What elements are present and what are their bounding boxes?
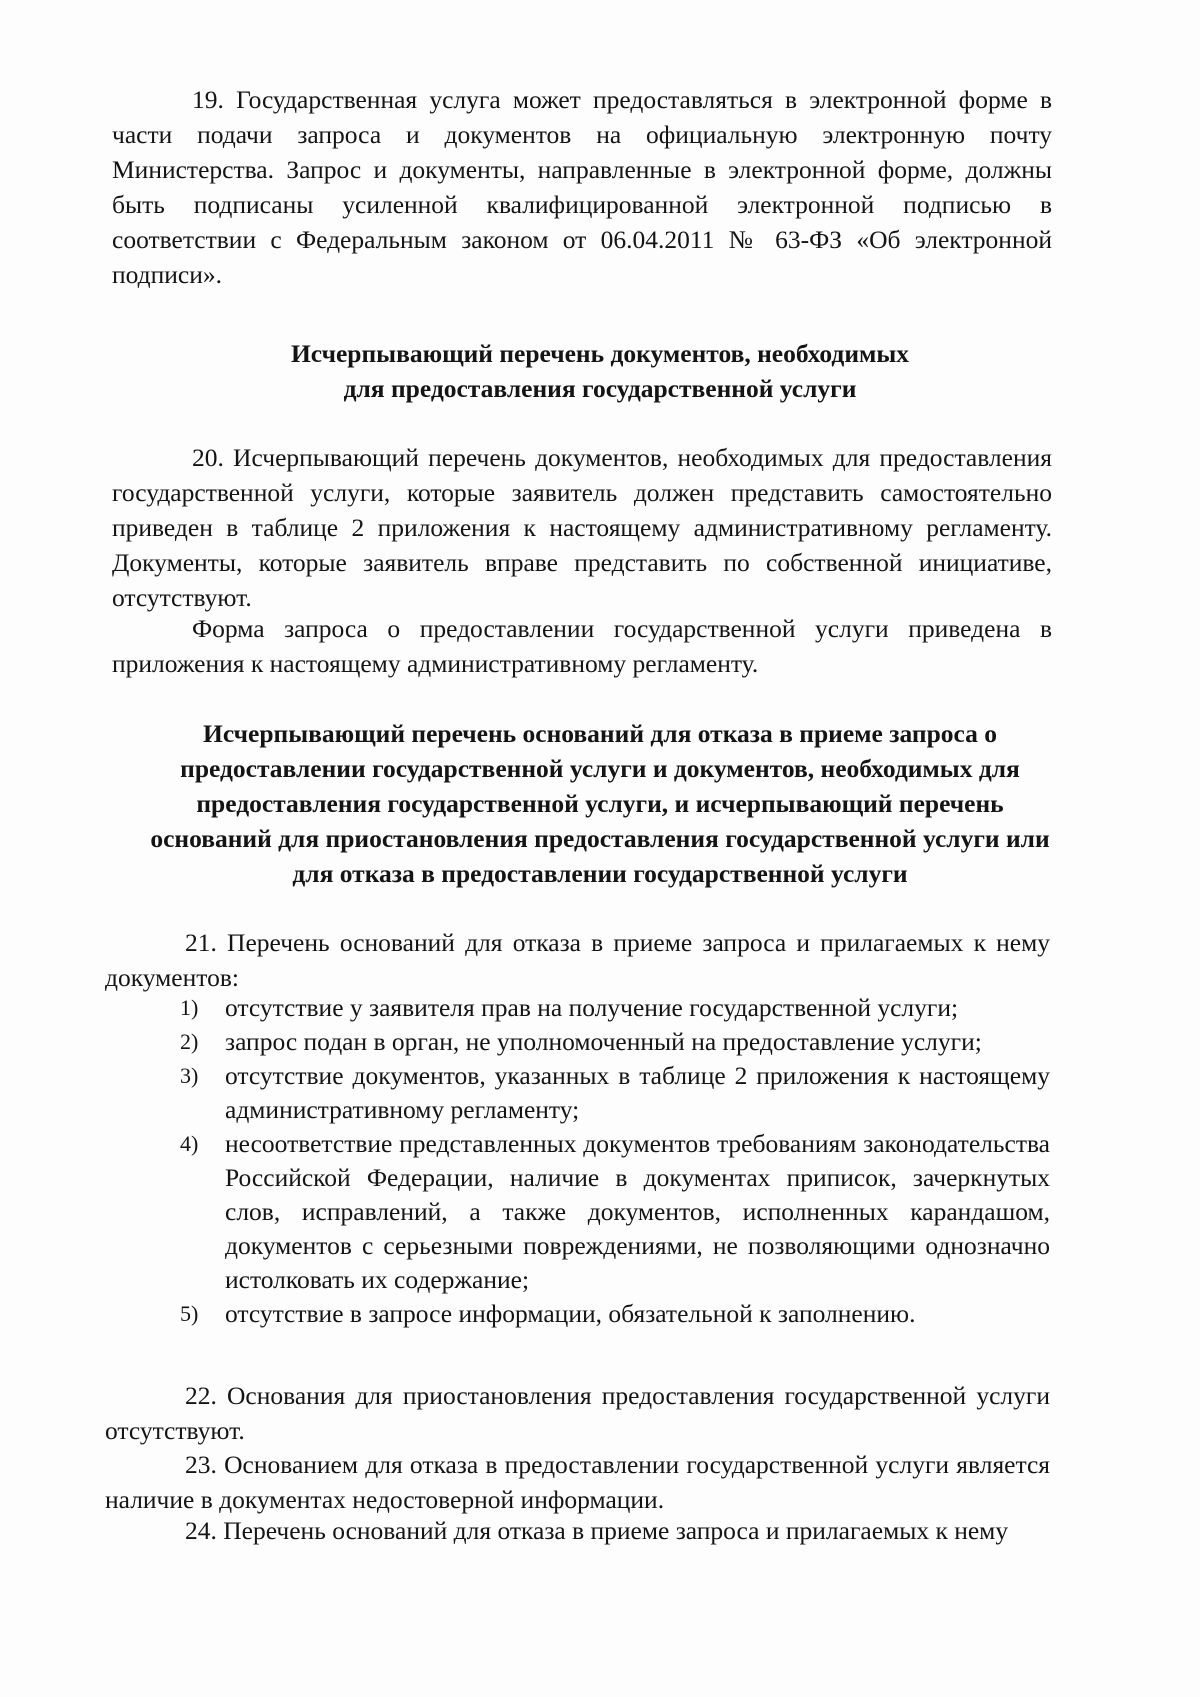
list-item-text: отсутствие у заявителя прав на получение государственной услуги; (225, 993, 959, 1022)
refusal-grounds-list (180, 991, 1050, 1331)
list-item-number: 1) (180, 995, 199, 1020)
paragraph-23: 23. Основанием для отказа в предоставлении государственной услуги является наличие в документах недостоверной информации. (105, 1450, 1050, 1514)
list-item-number: 4) (180, 1131, 199, 1156)
heading-line: Исчерпывающий перечень документов, необходимых (290, 339, 910, 368)
list-item-text: запрос подан в орган, не уполномоченный на предоставление услуги; (225, 1027, 982, 1056)
list-item-number: 3) (180, 1063, 199, 1088)
list-item (180, 1297, 1050, 1331)
list-item (180, 1025, 1050, 1059)
paragraph-20-form: Форма запроса о предоставлении государственной услуги приведена в приложения к настоящему административному регламенту. (112, 614, 1052, 678)
section-heading-documents (100, 336, 1100, 406)
paragraph-24: 24. Перечень оснований для отказа в приеме запроса и прилагаемых к нему (185, 1516, 1009, 1545)
heading-line: для предоставления государственной услуги (343, 374, 857, 403)
list-item-text: несоответствие представленных документов требованиям законодательства Российской Федерации, наличие в документах приписок, зачеркнутых слов, исправлений, а также документов, исполненных карандашом, документов с серьезными повреждениями, не позволяющими однозначно истолковать их содержание; (225, 1129, 1050, 1294)
list-item (180, 991, 1050, 1025)
heading-line: для отказа в предоставлении государственной услуги (292, 859, 908, 888)
paragraph-22: 22. Основания для приостановления предоставления государственной услуги отсутствуют. (105, 1381, 1050, 1445)
paragraph-21: 21. Перечень оснований для отказа в приеме запроса и прилагаемых к нему документов: (105, 928, 1050, 992)
list-item-text: отсутствие в запросе информации, обязательной к заполнению. (225, 1299, 916, 1328)
heading-line: оснований для приостановления предоставления государственной услуги или (150, 824, 1050, 853)
heading-line: предоставления государственной услуги, и исчерпывающий перечень (196, 789, 1004, 818)
list-item (180, 1059, 1050, 1127)
section-heading-refusal-grounds (100, 716, 1100, 891)
list-item (180, 1127, 1050, 1297)
list-item-text: отсутствие документов, указанных в таблице 2 приложения к настоящему административному регламенту; (225, 1061, 1050, 1124)
list-item-number: 2) (180, 1029, 199, 1054)
paragraph-20: 20. Исчерпывающий перечень документов, необходимых для предоставления государственной услуги, которые заявитель должен представить самостоятельно приведен в таблице 2 приложения к настоящему административному регламенту. Документы, которые заявитель вправе представить по собственной инициативе, отсутствуют. (112, 443, 1052, 612)
heading-line: Исчерпывающий перечень оснований для отказа в приеме запроса о (202, 719, 998, 748)
list-item-number: 5) (180, 1301, 199, 1326)
heading-line: предоставлении государственной услуги и документов, необходимых для (180, 754, 1020, 783)
paragraph-19: 19. Государственная услуга может предоставляться в электронной форме в части подачи запроса и документов на официальную электронную почту Министерства. Запрос и документы, направленные в электронной форме, должны быть подписаны усиленной квалифицированной электронной подписью в соответствии с Федеральным законом от 06.04.2011 № 63-ФЗ «Об электронной подписи». (112, 85, 1052, 289)
